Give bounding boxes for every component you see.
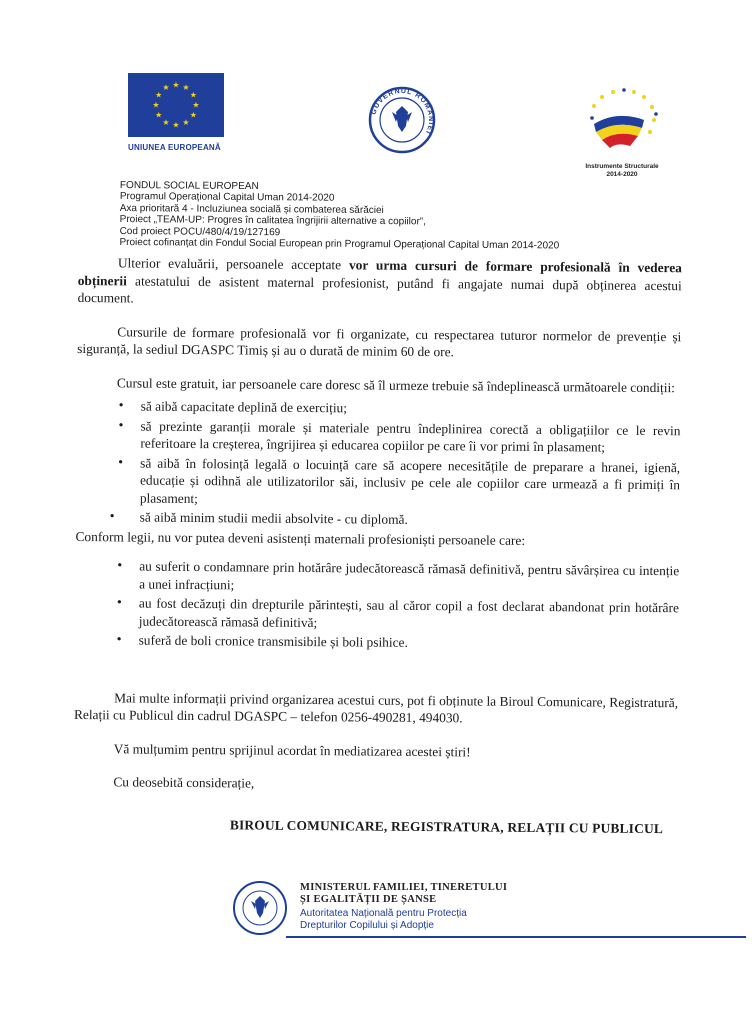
eu-star-icon: ★ xyxy=(155,110,163,120)
list-item: • să aibă minim studii medii absolvite - cu diplomă. xyxy=(140,509,680,531)
project-header xyxy=(119,180,680,253)
authority-line2: Drepturilor Copilului și Adopție xyxy=(300,920,434,931)
list-item: • au suferit o condamnare prin hotărâre judecătorească rămasă definitivă, pentru săvârșirea cu intenție a unei infracțiuni; xyxy=(139,558,679,598)
logo-row xyxy=(0,68,752,188)
footer-divider xyxy=(286,936,746,938)
header-line: Proiect „TEAM-UP: Progres în calitatea îngrijirii alternative a copiilor”, xyxy=(119,214,426,228)
ministry-name xyxy=(300,882,507,906)
intro-bold-text: vor urma cursuri de formare profesională în vederea obținerii xyxy=(77,257,682,288)
list-item: • să aibă capacitate deplină de exercițiu; xyxy=(141,398,681,420)
header-line: FONDUL SOCIAL EUROPEAN xyxy=(119,180,259,193)
list-item: • au fost decăzuți din drepturile părintești, sau al căror copil a fost declarat abandonat prin hotărâre judecătorească rămasă definitivă; xyxy=(139,595,679,635)
structural-instruments-icon xyxy=(572,80,672,158)
list-item: • suferă de boli cronice transmisibile și boli psihice. xyxy=(139,632,679,654)
eu-star-icon: ★ xyxy=(182,117,190,127)
ministry-line2: ȘI EGALITĂȚII DE ȘANSE xyxy=(300,894,437,905)
header-line: Axa prioritară 4 - Incluziunea socială și combaterea sărăciei xyxy=(119,202,384,216)
letter-body xyxy=(73,254,682,837)
info-paragraph: Mai multe informații privind organizarea acestui curs, pot fi obținute la Biroul Comunicare, Registratură, Relații cu Publicul din cadrul DGASPC – telefon 0256-490281, 494030. xyxy=(73,689,679,726)
regards-line: Cu deosebită considerație, xyxy=(113,774,255,791)
eu-logo xyxy=(128,73,224,152)
intro-text: Ulterior evaluării, persoanele acceptate xyxy=(117,255,350,273)
thanks-paragraph: Vă mulțumim pentru sprijinul acordat în mediatizarea acestei știri! xyxy=(113,740,471,759)
authority-line1: Autoritatea Națională pentru Protecția xyxy=(300,908,467,919)
eu-star-icon: ★ xyxy=(162,117,170,127)
header-line: Programul Operațional Capital Uman 2014-2020 xyxy=(119,191,335,205)
list-item: • să prezinte garanții morale și materiale pentru îndeplinirea corectă a obligațiilor ce le revin referitoare la creșterea, îngrijirea și educarea copiilor pe care îi vor primi în plasament; xyxy=(140,417,680,457)
eu-caption: UNIUNEA EUROPEANĂ xyxy=(128,143,221,152)
eu-star-icon: ★ xyxy=(192,100,200,110)
government-seal-icon xyxy=(232,880,288,936)
structural-caption-line2: 2014-2020 xyxy=(606,171,638,178)
structural-caption xyxy=(572,163,672,179)
eu-flag-icon xyxy=(128,73,224,137)
list-item: • să aibă în folosință legală o locuință care să acopere necesitățile de preparare a hranei, igienă, educație și odihnă ale utilizatorilor săi, inclusiv pe cele ale copiilor care urmează a fi primiți în plasament; xyxy=(140,454,680,511)
header-line: Cod proiect POCU/480/4/19/127169 xyxy=(119,225,281,238)
intro-end-text: atestatului de asistent maternal profesionist, putând fi angajate numai după obținerea acestui document. xyxy=(77,272,682,306)
courses-paragraph: Cursurile de formare profesională vor fi organizate, cu respectarea tuturor normelor de prevenție și siguranță, la sediul DGASPC Timiș și au o durată de minim 60 de ore. xyxy=(77,323,682,360)
structural-caption-line1: Instrumente Structurale xyxy=(585,163,659,170)
seal-ring-text: GUVERNUL ROMÂNIEI xyxy=(370,87,435,136)
exclusions-intro: Conform legii, nu vor putea deveni asistenți maternali profesioniști persoanele care: xyxy=(75,528,526,548)
eu-star-icon: ★ xyxy=(182,83,190,93)
eu-star-icon: ★ xyxy=(172,80,180,90)
department-signature: BIROUL COMUNICARE, REGISTRATURA, RELAȚII CU PUBLICUL xyxy=(229,816,664,836)
ministry-line1: MINISTERUL FAMILIEI, TINERETULUI xyxy=(300,882,508,893)
intro-paragraph xyxy=(78,254,682,312)
eu-star-icon: ★ xyxy=(189,90,197,100)
exclusions-list xyxy=(75,557,680,654)
eu-star-icon: ★ xyxy=(162,83,170,93)
header-line: Proiect cofinanțat din Fondul Social European prin Programul Operațional Capital Uman 2014-2020 xyxy=(119,237,560,252)
conditions-list xyxy=(76,397,681,531)
requirements-intro: Cursul este gratuit, iar persoanele care doresc să îl urmeze trebuie să îndeplinească următoarele condiții: xyxy=(116,374,676,395)
eu-star-icon: ★ xyxy=(189,110,197,120)
authority-name xyxy=(300,908,467,932)
eu-star-icon: ★ xyxy=(172,120,180,130)
eu-star-icon: ★ xyxy=(155,90,163,100)
eu-star-icon: ★ xyxy=(152,100,160,110)
government-seal-icon xyxy=(368,86,436,154)
structural-instruments-logo xyxy=(572,80,672,179)
ministry-footer xyxy=(228,878,548,948)
